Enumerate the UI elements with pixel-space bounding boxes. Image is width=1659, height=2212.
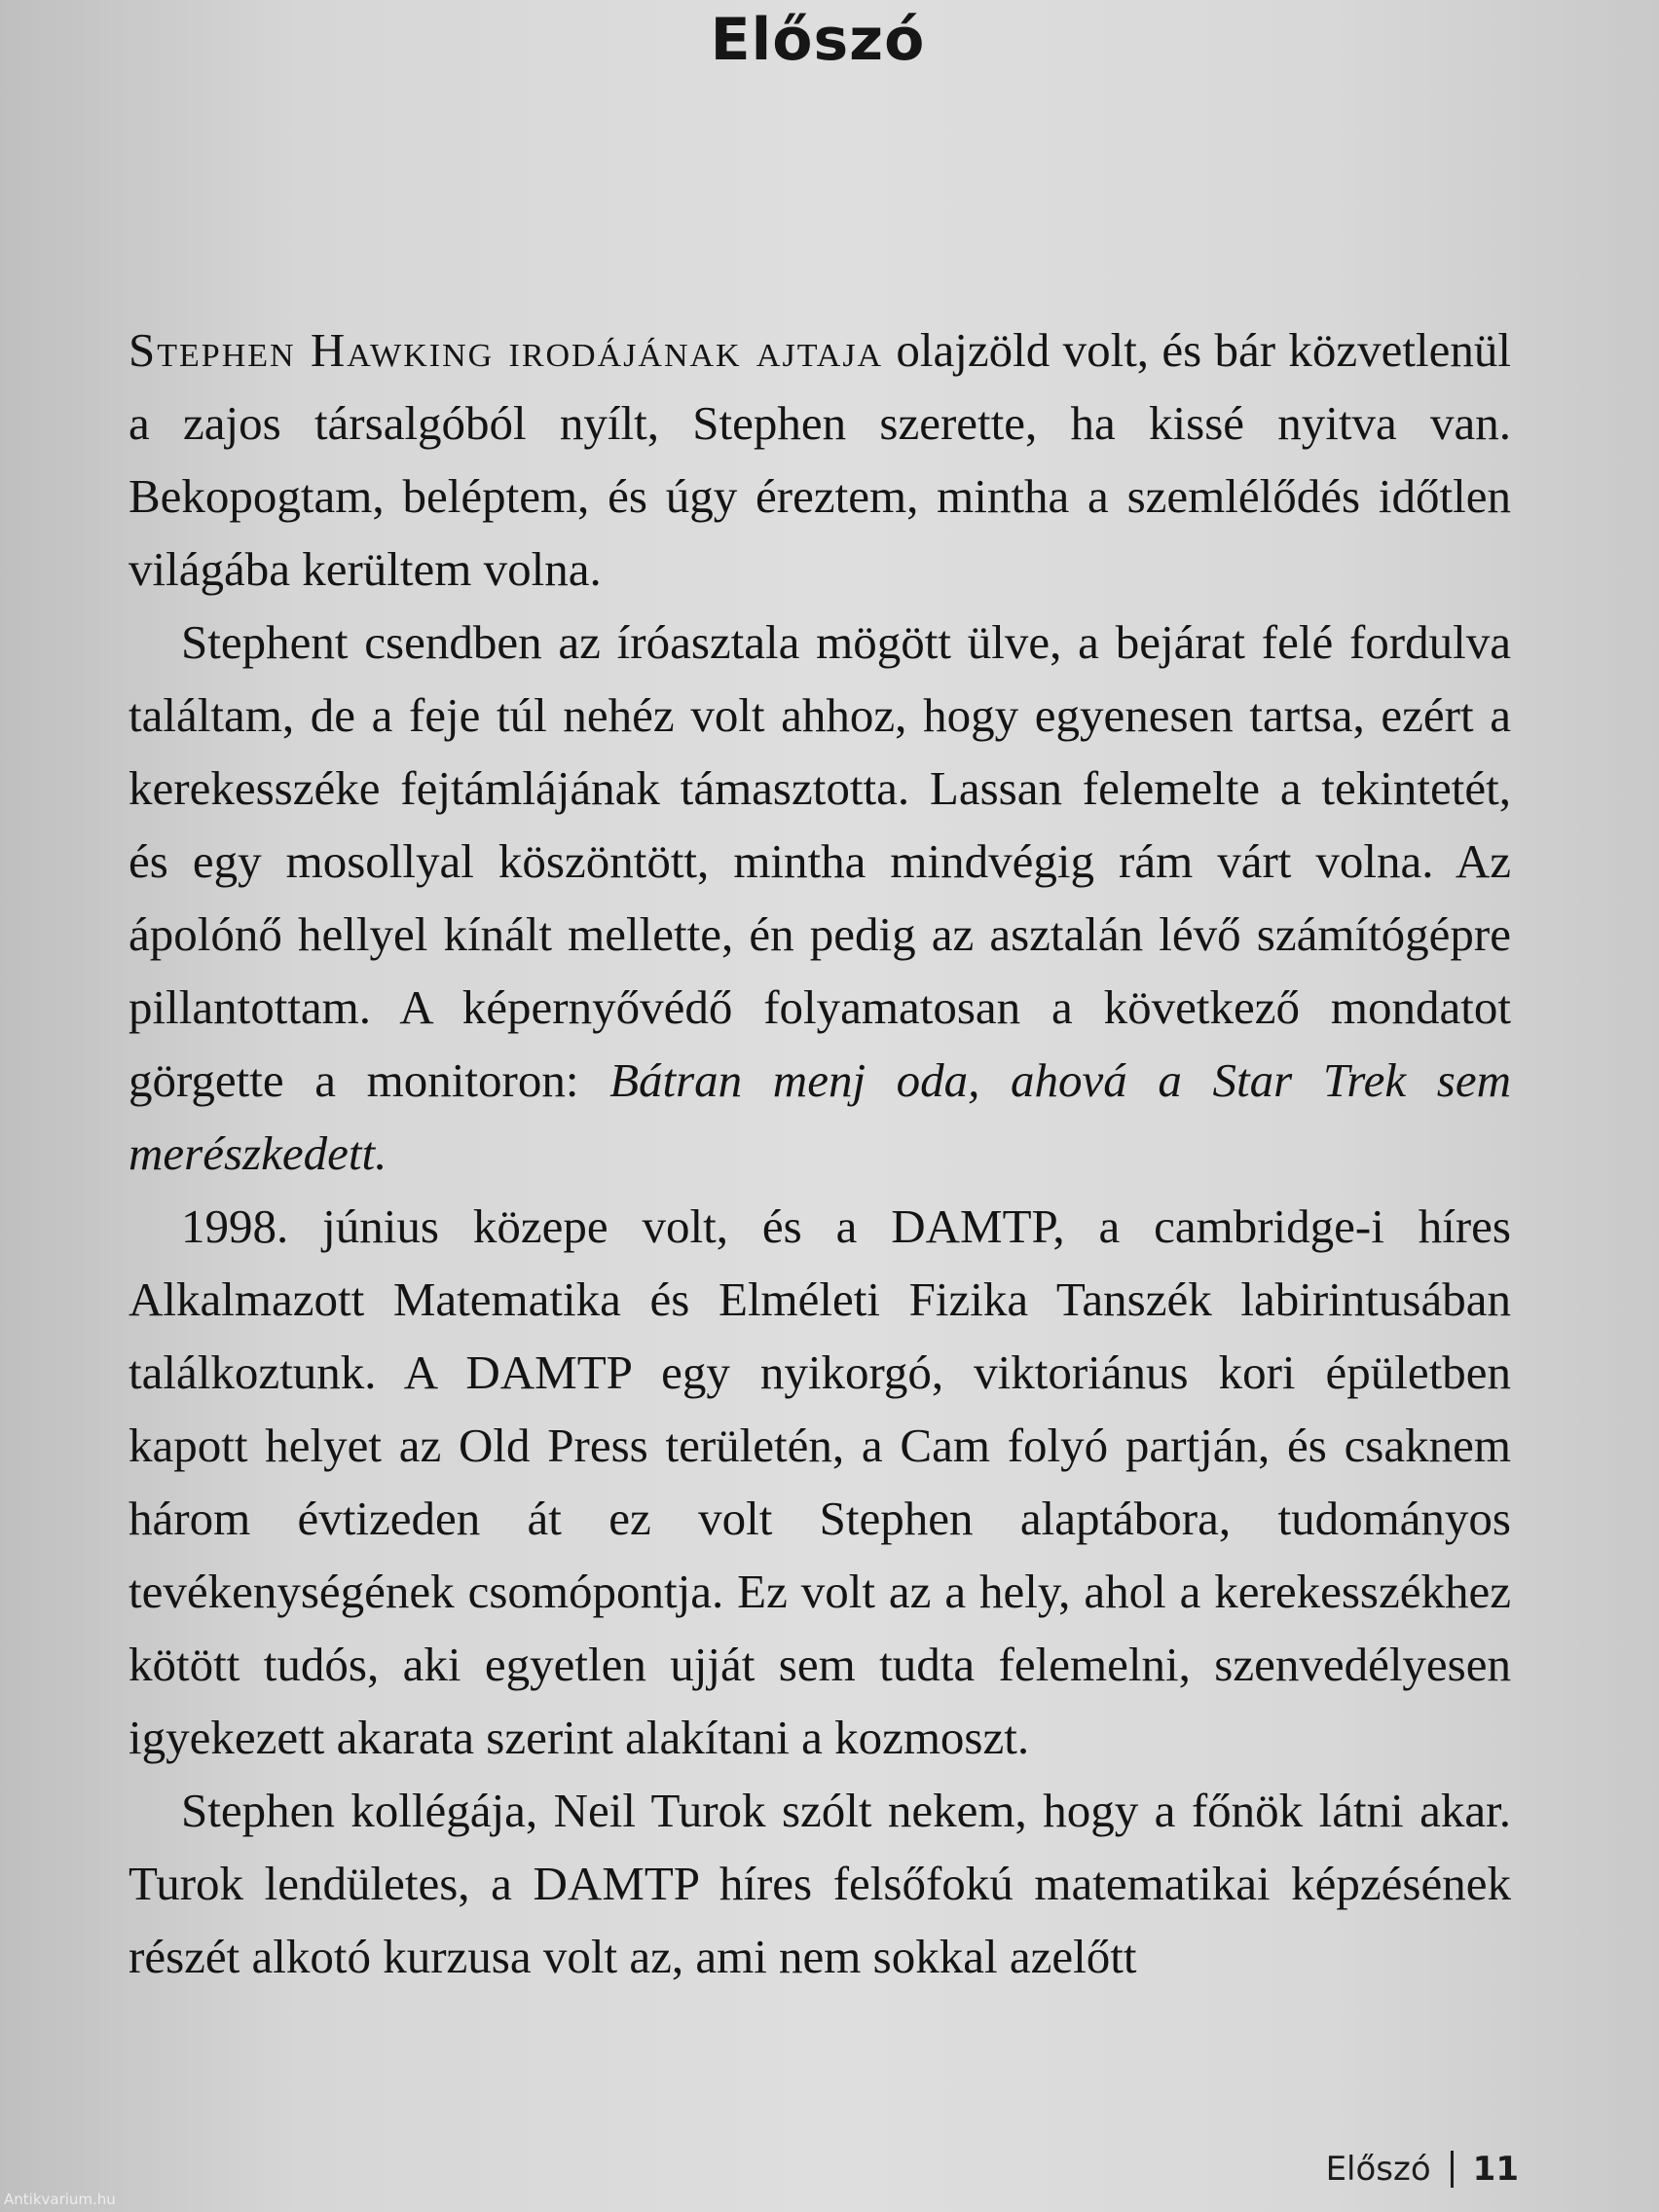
body-text: [129, 313, 1511, 1993]
paragraph-2: [129, 606, 1511, 1190]
paragraph-2-italic-quote: Bátran menj oda, ahová a Star Trek sem merészkedett.: [129, 1053, 1511, 1180]
paragraph-4-text: Stephen kollégája, Neil Turok szólt nekem, hogy a főnök látni akar. Turok lendületes, a DAMTP híres felsőfokú matematikai képzésének részét alkotó kurzusa volt az, ami nem sokkal azelőtt: [129, 1784, 1511, 1983]
paragraph-1: [129, 313, 1511, 606]
running-title: Előszó: [1325, 2150, 1431, 2189]
chapter-title: Előszó: [710, 6, 926, 74]
page-number: 11: [1472, 2150, 1519, 2189]
footer-divider: [1451, 2151, 1454, 2188]
paragraph-1-text: olajzöld volt, és bár közvetlenül a zajos társalgóból nyílt, Stephen szerette, ha kissé nyitva van. Bekopogtam, beléptem, és úgy éreztem, mintha a szemlélődés időtlen világába kerültem volna.: [129, 323, 1511, 596]
paragraph-2-text: Stephent csendben az íróasztala mögött ülve, a bejárat felé fordulva találtam, de a feje túl nehéz volt ahhoz, hogy egyenesen tartsa, ezért a kerekesszéke fejtámlájának támasztotta. Lassan felemelte a tekintetét, és egy mosollyal köszöntött, mintha mindvégig rám várt volna. Az ápolónő hellyel kínált mellette, én pedig az asztalán lévő számítógépre pillantottam. A képernyővédő folyamatosan a következő mondatot görgette a monitoron:: [129, 615, 1511, 1107]
paragraph-4: [129, 1774, 1511, 1993]
paragraph-3-text: 1998. június közepe volt, és a DAMTP, a cambridge-i híres Alkalmazott Matematika és Elméleti Fizika Tanszék labirintusában találkoztunk. A DAMTP egy nyikorgó, viktoriánus kori épületben kapott helyet az Old Press területén, a Cam folyó partján, és csaknem három évtizeden át ez volt Stephen alaptábora, tudományos tevékenységének csomópontja. Ez volt az a hely, ahol a kerekesszékhez kötött tudós, aki egyetlen ujját sem tudta felemelni, szenvedélyesen igyekezett akarata szerint alakítani a kozmoszt.: [129, 1199, 1511, 1764]
opening-smallcaps: Stephen Hawking irodájának ajtaja: [129, 323, 884, 377]
page-footer: [1326, 2150, 1519, 2189]
paragraph-3: [129, 1190, 1511, 1774]
watermark: Antikvarium.hu: [4, 2191, 116, 2208]
